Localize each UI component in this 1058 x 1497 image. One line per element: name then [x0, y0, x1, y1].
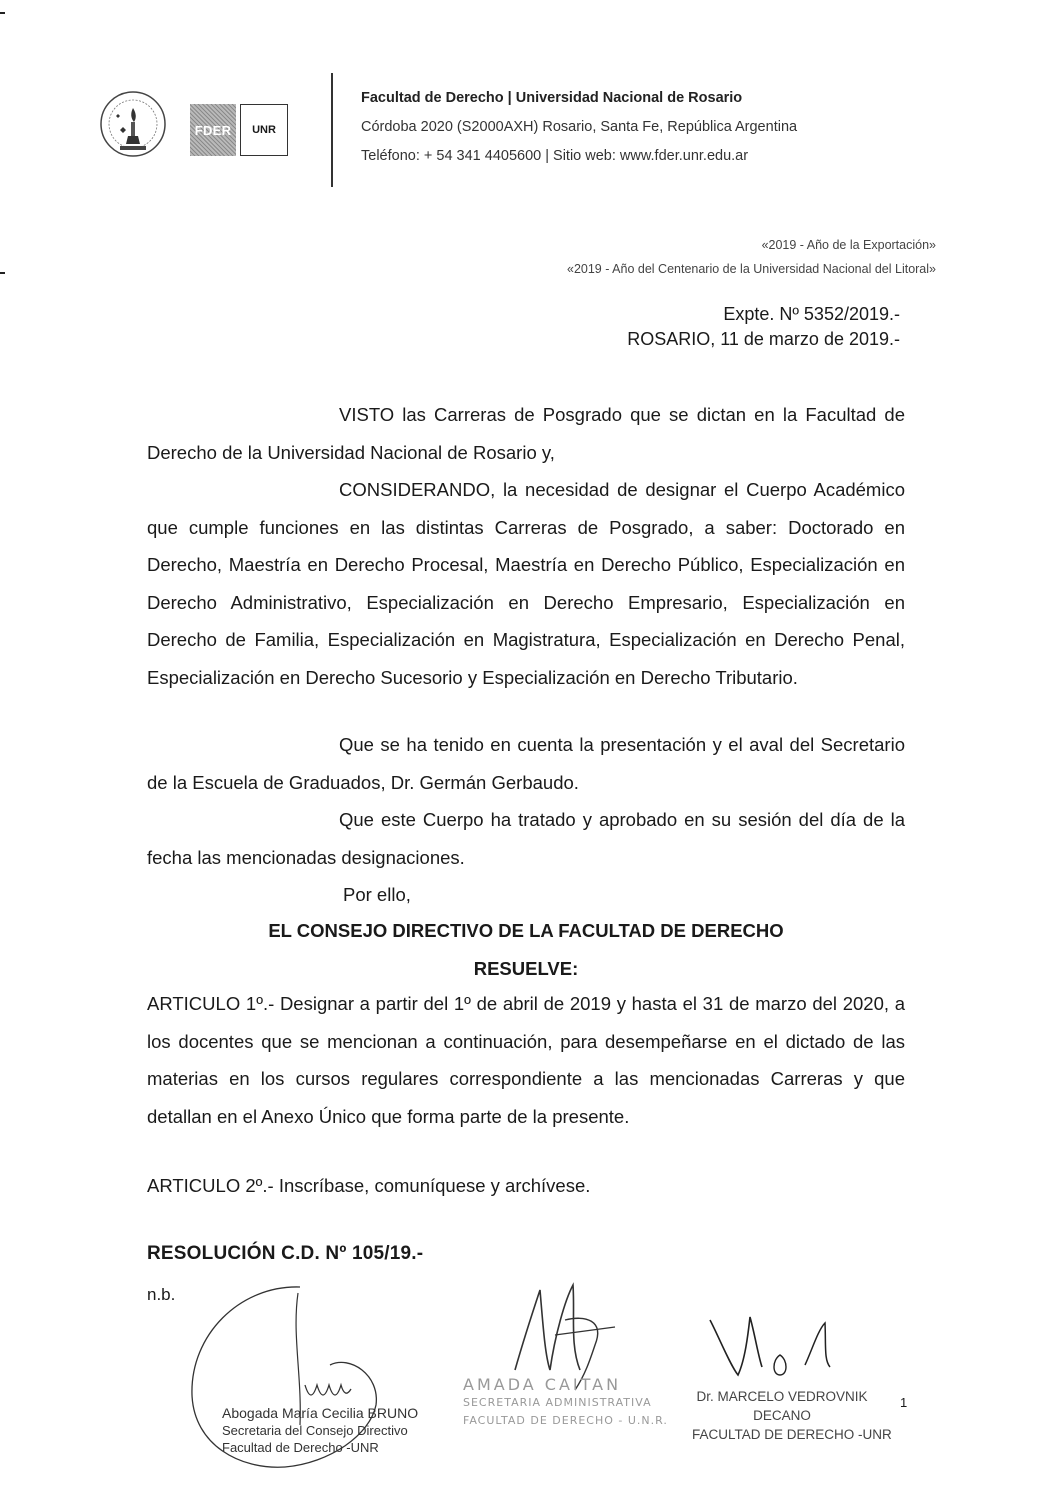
- header-divider: [331, 73, 333, 187]
- unr-logo: UNR: [240, 104, 288, 156]
- signer-title: Secretaria del Consejo Directivo: [222, 1423, 408, 1438]
- articulo-1: ARTICULO 1º.- Designar a partir del 1º de abril de 2019 y hasta el 31 de marzo del 2020, a los docentes que se mencionan a continuación, para desempeñarse en el dictado de las materias en los cursos regulares correspondiente a las mencionadas Carreras y que detallan en el Anexo Único que forma parte de la presente.: [147, 993, 905, 1127]
- signer-institution: Facultad de Derecho -UNR: [222, 1440, 379, 1455]
- institution-contact: Teléfono: + 54 341 4405600 | Sitio web: www.fder.unr.edu.ar: [361, 148, 749, 164]
- university-seal-icon: [98, 86, 168, 166]
- nb-note: n.b.: [147, 1285, 176, 1304]
- signer-institution: FACULTAD DE DERECHO -UNR: [692, 1427, 892, 1442]
- consejo-heading: EL CONSEJO DIRECTIVO DE LA FACULTAD DE DERECHO: [268, 920, 784, 941]
- por-ello: Por ello,: [343, 884, 411, 905]
- date-line: ROSARIO, 11 de marzo de 2019.-: [627, 329, 900, 349]
- signer-institution: FACULTAD DE DERECHO - U.N.R.: [463, 1414, 668, 1427]
- page-number: 1: [900, 1395, 908, 1410]
- scan-mark: [0, 12, 5, 14]
- resuelve-heading: RESUELVE:: [473, 958, 579, 979]
- institution-name: Facultad de Derecho | Universidad Nacional de Rosario: [361, 90, 743, 106]
- expediente-number: Expte. Nº 5352/2019.-: [723, 304, 900, 324]
- motto-2: «2019 - Año del Centenario de la Universidad Nacional del Litoral»: [567, 262, 936, 276]
- signature-stamp-caitan: [463, 1376, 668, 1430]
- signature-stamp-bruno: [222, 1405, 418, 1456]
- considerando-paragraph: CONSIDERANDO, la necesidad de designar el Cuerpo Académico que cumple funciones en las distintas Carreras de Posgrado, a saber: Doctorado en Derecho, Maestría en Derecho Procesal, Maestría en Derecho Público, Especialización en Derecho Administrativo, Especialización en Derecho Empresario, Especialización en Derecho de Familia, Especialización en Magistratura, Especialización en Derecho Penal, Especialización en Derecho Sucesorio y Especialización en Derecho Tributario.: [147, 479, 905, 688]
- resolution-number: RESOLUCIÓN C.D. Nº 105/19.-: [147, 1243, 424, 1264]
- signer-title: SECRETARIA ADMINISTRATIVA: [463, 1396, 652, 1409]
- motto-1: «2019 - Año de la Exportación»: [761, 238, 936, 252]
- signer-name: Dr. MARCELO VEDROVNIK: [696, 1389, 868, 1404]
- articulo-2: ARTICULO 2º.- Inscríbase, comuníquese y archívese.: [147, 1175, 591, 1196]
- signer-title: DECANO: [753, 1408, 811, 1423]
- que-paragraph-1: Que se ha tenido en cuenta la presentación y el aval del Secretario de la Escuela de Graduados, Dr. Germán Gerbaudo.: [147, 734, 905, 793]
- que-paragraph-2: Que este Cuerpo ha tratado y aprobado en su sesión del día de la fecha las mencionadas designaciones.: [147, 809, 905, 868]
- institution-address: Córdoba 2020 (S2000AXH) Rosario, Santa Fe, República Argentina: [361, 119, 798, 135]
- visto-paragraph: VISTO las Carreras de Posgrado que se dictan en la Facultad de Derecho de la Universidad Nacional de Rosario y,: [147, 404, 905, 463]
- signature-stamp-vedrovnik: [692, 1387, 892, 1444]
- scan-mark: [0, 272, 5, 274]
- signer-name: Abogada María Cecilia BRUNO: [222, 1405, 419, 1421]
- signer-name: AMADA CAITAN: [463, 1375, 622, 1394]
- signature-vedrovnik-icon: [700, 1305, 860, 1385]
- fder-logo: FDER: [190, 104, 236, 156]
